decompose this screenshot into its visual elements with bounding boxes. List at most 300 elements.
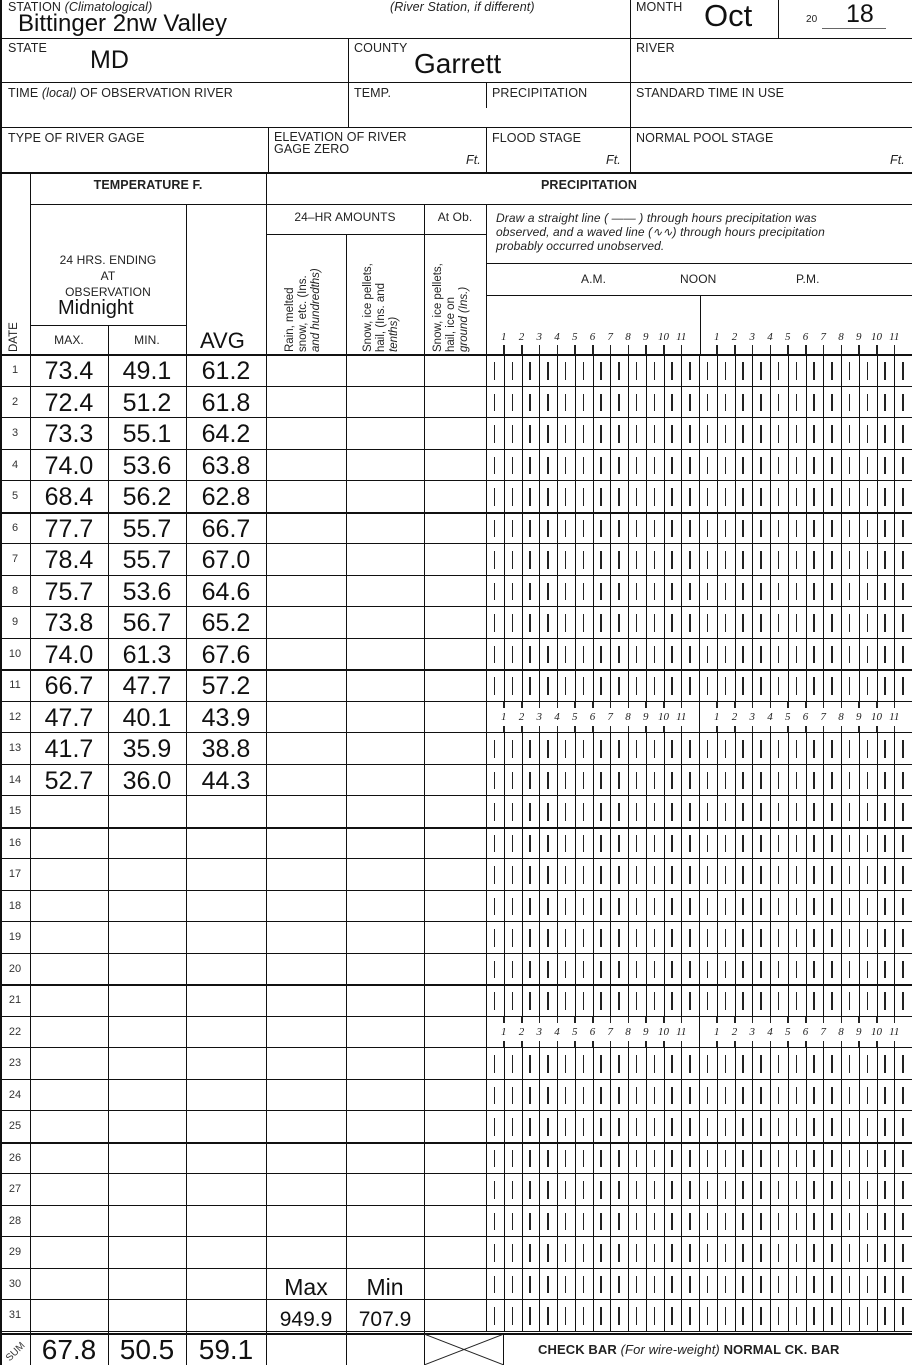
hour-tick[interactable] xyxy=(849,520,851,538)
hour-tick[interactable] xyxy=(725,1118,727,1136)
hour-tick[interactable] xyxy=(742,646,744,664)
hour-tick[interactable] xyxy=(902,740,904,758)
hour-tick[interactable] xyxy=(707,520,709,538)
hour-tick[interactable] xyxy=(796,866,798,884)
hour-tick[interactable] xyxy=(778,1307,780,1325)
hour-tick[interactable] xyxy=(778,1213,780,1231)
hour-tick[interactable] xyxy=(725,551,727,569)
hour-tick[interactable] xyxy=(831,362,833,380)
hour-tick[interactable] xyxy=(600,1213,602,1231)
hour-tick[interactable] xyxy=(742,1244,744,1262)
hour-tick[interactable] xyxy=(654,614,656,632)
hour-tick[interactable] xyxy=(671,898,673,916)
hour-tick[interactable] xyxy=(831,677,833,695)
hour-tick[interactable] xyxy=(778,1087,780,1105)
hour-tick[interactable] xyxy=(778,961,780,979)
hour-tick[interactable] xyxy=(778,803,780,821)
hour-tick[interactable] xyxy=(849,835,851,853)
hour-tick[interactable] xyxy=(547,583,549,601)
hour-tick[interactable] xyxy=(778,866,780,884)
hour-tick[interactable] xyxy=(583,614,585,632)
avg-temp-cell[interactable]: 61.8 xyxy=(201,388,251,417)
hour-tick[interactable] xyxy=(600,866,602,884)
avg-temp-cell[interactable]: 67.6 xyxy=(201,640,251,669)
hour-tick[interactable] xyxy=(529,1118,531,1136)
hour-tick[interactable] xyxy=(849,425,851,443)
hour-tick[interactable] xyxy=(636,1118,638,1136)
hour-tick[interactable] xyxy=(796,772,798,790)
hour-tick[interactable] xyxy=(760,1055,762,1073)
hour-tick[interactable] xyxy=(618,1087,620,1105)
hour-tick[interactable] xyxy=(565,488,567,506)
hour-tick[interactable] xyxy=(831,646,833,664)
avg-temp-cell[interactable]: 64.2 xyxy=(201,420,251,448)
hour-tick[interactable] xyxy=(778,551,780,569)
hour-tick[interactable] xyxy=(707,1244,709,1262)
hour-tick[interactable] xyxy=(725,425,727,443)
hour-tick[interactable] xyxy=(778,677,780,695)
hour-tick[interactable] xyxy=(583,646,585,664)
hour-tick[interactable] xyxy=(529,1087,531,1105)
hour-tick[interactable] xyxy=(618,457,620,475)
hour-tick[interactable] xyxy=(654,772,656,790)
hour-tick[interactable] xyxy=(707,772,709,790)
hour-tick[interactable] xyxy=(813,1087,815,1105)
hour-tick[interactable] xyxy=(796,677,798,695)
hour-tick[interactable] xyxy=(742,1055,744,1073)
hour-tick[interactable] xyxy=(849,1087,851,1105)
hour-tick[interactable] xyxy=(618,740,620,758)
hour-tick[interactable] xyxy=(725,772,727,790)
hour-tick[interactable] xyxy=(494,866,496,884)
max-temp-cell[interactable]: 47.7 xyxy=(44,703,94,732)
hour-tick[interactable] xyxy=(547,1213,549,1231)
hour-tick[interactable] xyxy=(618,677,620,695)
hour-tick[interactable] xyxy=(902,520,904,538)
hour-tick[interactable] xyxy=(778,457,780,475)
hour-tick[interactable] xyxy=(884,1244,886,1262)
hour-tick[interactable] xyxy=(618,394,620,412)
hour-tick[interactable] xyxy=(600,646,602,664)
hour-tick[interactable] xyxy=(796,1118,798,1136)
hour-tick[interactable] xyxy=(884,583,886,601)
hour-tick[interactable] xyxy=(618,1307,620,1325)
hour-tick[interactable] xyxy=(618,992,620,1010)
hour-tick[interactable] xyxy=(565,646,567,664)
hour-tick[interactable] xyxy=(902,1213,904,1231)
hour-tick[interactable] xyxy=(636,1181,638,1199)
hour-tick[interactable] xyxy=(742,929,744,947)
hour-tick[interactable] xyxy=(813,1276,815,1294)
hour-tick[interactable] xyxy=(583,866,585,884)
hour-tick[interactable] xyxy=(742,551,744,569)
hour-tick[interactable] xyxy=(512,394,514,412)
hour-tick[interactable] xyxy=(529,961,531,979)
hour-tick[interactable] xyxy=(583,961,585,979)
hour-tick[interactable] xyxy=(813,1244,815,1262)
hour-tick[interactable] xyxy=(583,929,585,947)
hour-tick[interactable] xyxy=(796,1055,798,1073)
hour-tick[interactable] xyxy=(778,583,780,601)
hour-tick[interactable] xyxy=(742,583,744,601)
hour-tick[interactable] xyxy=(583,898,585,916)
hour-tick[interactable] xyxy=(600,488,602,506)
hour-tick[interactable] xyxy=(884,614,886,632)
hour-tick[interactable] xyxy=(831,1213,833,1231)
hour-tick[interactable] xyxy=(689,583,691,601)
hour-tick[interactable] xyxy=(742,1213,744,1231)
hour-tick[interactable] xyxy=(831,961,833,979)
hour-tick[interactable] xyxy=(867,835,869,853)
hour-tick[interactable] xyxy=(742,362,744,380)
hour-tick[interactable] xyxy=(884,992,886,1010)
hour-tick[interactable] xyxy=(583,1118,585,1136)
max-temp-cell[interactable]: 78.4 xyxy=(44,546,94,574)
hour-tick[interactable] xyxy=(600,1055,602,1073)
hour-tick[interactable] xyxy=(725,583,727,601)
hour-tick[interactable] xyxy=(707,1087,709,1105)
hour-tick[interactable] xyxy=(636,1307,638,1325)
hour-tick[interactable] xyxy=(760,614,762,632)
hour-tick[interactable] xyxy=(654,866,656,884)
hour-tick[interactable] xyxy=(796,740,798,758)
hour-tick[interactable] xyxy=(849,1118,851,1136)
hour-tick[interactable] xyxy=(902,898,904,916)
max-temp-cell[interactable]: 72.4 xyxy=(44,388,94,417)
hour-tick[interactable] xyxy=(884,1213,886,1231)
hour-tick[interactable] xyxy=(778,740,780,758)
hour-tick[interactable] xyxy=(689,1307,691,1325)
hour-tick[interactable] xyxy=(636,614,638,632)
hour-tick[interactable] xyxy=(494,394,496,412)
hour-tick[interactable] xyxy=(707,488,709,506)
hour-tick[interactable] xyxy=(796,520,798,538)
hour-tick[interactable] xyxy=(547,394,549,412)
hour-tick[interactable] xyxy=(813,992,815,1010)
hour-tick[interactable] xyxy=(831,1307,833,1325)
hour-tick[interactable] xyxy=(671,992,673,1010)
hour-tick[interactable] xyxy=(778,425,780,443)
hour-tick[interactable] xyxy=(618,835,620,853)
hour-tick[interactable] xyxy=(867,1055,869,1073)
hour-tick[interactable] xyxy=(760,1087,762,1105)
hour-tick[interactable] xyxy=(902,457,904,475)
hour-tick[interactable] xyxy=(512,1181,514,1199)
hour-tick[interactable] xyxy=(760,551,762,569)
hour-tick[interactable] xyxy=(529,929,531,947)
hour-tick[interactable] xyxy=(618,646,620,664)
hour-tick[interactable] xyxy=(902,803,904,821)
hour-tick[interactable] xyxy=(760,1213,762,1231)
min-temp-cell[interactable]: 61.3 xyxy=(122,640,172,669)
min-temp-cell[interactable]: 55.7 xyxy=(122,546,172,574)
hour-tick[interactable] xyxy=(494,646,496,664)
hour-tick[interactable] xyxy=(600,614,602,632)
hour-tick[interactable] xyxy=(707,929,709,947)
hour-tick[interactable] xyxy=(884,551,886,569)
hour-tick[interactable] xyxy=(707,362,709,380)
hour-tick[interactable] xyxy=(778,1276,780,1294)
min-temp-cell[interactable]: 35.9 xyxy=(122,735,172,763)
hour-tick[interactable] xyxy=(654,520,656,538)
hour-tick[interactable] xyxy=(583,1181,585,1199)
hour-tick[interactable] xyxy=(600,740,602,758)
hour-tick[interactable] xyxy=(849,1150,851,1168)
hour-tick[interactable] xyxy=(636,646,638,664)
hour-tick[interactable] xyxy=(654,1150,656,1168)
hour-tick[interactable] xyxy=(813,551,815,569)
hour-tick[interactable] xyxy=(671,1055,673,1073)
hour-tick[interactable] xyxy=(547,362,549,380)
hour-tick[interactable] xyxy=(529,898,531,916)
hour-tick[interactable] xyxy=(671,740,673,758)
hour-tick[interactable] xyxy=(636,803,638,821)
avg-temp-cell[interactable]: 67.0 xyxy=(201,546,251,574)
hour-tick[interactable] xyxy=(849,961,851,979)
hour-tick[interactable] xyxy=(512,1307,514,1325)
hour-tick[interactable] xyxy=(796,457,798,475)
min-temp-cell[interactable]: 47.7 xyxy=(122,672,172,700)
hour-tick[interactable] xyxy=(796,1276,798,1294)
hour-tick[interactable] xyxy=(654,1307,656,1325)
hour-tick[interactable] xyxy=(565,835,567,853)
hour-tick[interactable] xyxy=(494,961,496,979)
hour-tick[interactable] xyxy=(778,1181,780,1199)
hour-tick[interactable] xyxy=(902,362,904,380)
hour-tick[interactable] xyxy=(707,803,709,821)
hour-tick[interactable] xyxy=(884,929,886,947)
hour-tick[interactable] xyxy=(867,992,869,1010)
hour-tick[interactable] xyxy=(813,835,815,853)
hour-tick[interactable] xyxy=(831,1181,833,1199)
hour-tick[interactable] xyxy=(547,1244,549,1262)
hour-tick[interactable] xyxy=(902,1276,904,1294)
hour-tick[interactable] xyxy=(494,803,496,821)
hour-tick[interactable] xyxy=(600,457,602,475)
hour-tick[interactable] xyxy=(902,425,904,443)
county-value[interactable]: Garrett xyxy=(414,48,502,79)
hour-tick[interactable] xyxy=(849,551,851,569)
hour-tick[interactable] xyxy=(512,1150,514,1168)
hour-tick[interactable] xyxy=(760,866,762,884)
hour-tick[interactable] xyxy=(813,646,815,664)
hour-tick[interactable] xyxy=(600,1118,602,1136)
hour-tick[interactable] xyxy=(813,772,815,790)
hour-tick[interactable] xyxy=(796,1181,798,1199)
hour-tick[interactable] xyxy=(547,488,549,506)
hour-tick[interactable] xyxy=(618,1276,620,1294)
hour-tick[interactable] xyxy=(707,1150,709,1168)
hour-tick[interactable] xyxy=(671,1087,673,1105)
hour-tick[interactable] xyxy=(547,961,549,979)
hour-tick[interactable] xyxy=(600,992,602,1010)
max-temp-cell[interactable]: 74.0 xyxy=(44,640,94,669)
hour-tick[interactable] xyxy=(512,1244,514,1262)
avg-temp-cell[interactable]: 64.6 xyxy=(201,577,251,606)
hour-tick[interactable] xyxy=(902,614,904,632)
hour-tick[interactable] xyxy=(796,803,798,821)
hour-tick[interactable] xyxy=(867,929,869,947)
hour-tick[interactable] xyxy=(707,551,709,569)
hour-tick[interactable] xyxy=(583,772,585,790)
min-temp-cell[interactable]: 49.1 xyxy=(122,357,172,385)
hour-tick[interactable] xyxy=(742,520,744,538)
hour-tick[interactable] xyxy=(618,1118,620,1136)
max-temp-cell[interactable]: 52.7 xyxy=(44,766,94,795)
hour-tick[interactable] xyxy=(547,425,549,443)
hour-tick[interactable] xyxy=(796,614,798,632)
hour-tick[interactable] xyxy=(902,1150,904,1168)
max-temp-cell[interactable]: 74.0 xyxy=(44,451,94,480)
hour-tick[interactable] xyxy=(654,551,656,569)
hour-tick[interactable] xyxy=(725,457,727,475)
hour-tick[interactable] xyxy=(600,583,602,601)
hour-tick[interactable] xyxy=(707,614,709,632)
hour-tick[interactable] xyxy=(760,740,762,758)
hour-tick[interactable] xyxy=(725,866,727,884)
hour-tick[interactable] xyxy=(494,520,496,538)
hour-tick[interactable] xyxy=(760,1118,762,1136)
hour-tick[interactable] xyxy=(600,929,602,947)
hour-tick[interactable] xyxy=(813,520,815,538)
hour-tick[interactable] xyxy=(494,457,496,475)
hour-tick[interactable] xyxy=(725,1213,727,1231)
state-value[interactable]: MD xyxy=(90,46,129,74)
hour-tick[interactable] xyxy=(707,992,709,1010)
hour-tick[interactable] xyxy=(512,740,514,758)
hour-tick[interactable] xyxy=(813,1055,815,1073)
hour-tick[interactable] xyxy=(529,520,531,538)
hour-tick[interactable] xyxy=(902,961,904,979)
hour-tick[interactable] xyxy=(689,1087,691,1105)
hour-tick[interactable] xyxy=(529,1307,531,1325)
hour-tick[interactable] xyxy=(565,1118,567,1136)
hour-tick[interactable] xyxy=(849,1055,851,1073)
hour-tick[interactable] xyxy=(671,646,673,664)
hour-tick[interactable] xyxy=(654,961,656,979)
hour-tick[interactable] xyxy=(547,677,549,695)
hour-tick[interactable] xyxy=(494,740,496,758)
hour-tick[interactable] xyxy=(796,1087,798,1105)
hour-tick[interactable] xyxy=(600,898,602,916)
hour-tick[interactable] xyxy=(600,835,602,853)
hour-tick[interactable] xyxy=(778,1150,780,1168)
hour-tick[interactable] xyxy=(813,929,815,947)
hour-tick[interactable] xyxy=(529,551,531,569)
hour-tick[interactable] xyxy=(707,583,709,601)
hour-tick[interactable] xyxy=(796,1307,798,1325)
hour-tick[interactable] xyxy=(707,394,709,412)
hour-tick[interactable] xyxy=(778,929,780,947)
hour-tick[interactable] xyxy=(636,835,638,853)
hour-tick[interactable] xyxy=(813,1307,815,1325)
hour-tick[interactable] xyxy=(565,425,567,443)
hour-tick[interactable] xyxy=(831,992,833,1010)
hour-tick[interactable] xyxy=(583,1150,585,1168)
hour-tick[interactable] xyxy=(813,583,815,601)
hour-tick[interactable] xyxy=(583,1276,585,1294)
hour-tick[interactable] xyxy=(583,992,585,1010)
snow-min-label[interactable]: Min xyxy=(366,1274,404,1300)
hour-tick[interactable] xyxy=(494,1244,496,1262)
hour-tick[interactable] xyxy=(512,677,514,695)
hour-tick[interactable] xyxy=(494,1150,496,1168)
hour-tick[interactable] xyxy=(813,740,815,758)
hour-tick[interactable] xyxy=(902,835,904,853)
min-temp-cell[interactable]: 53.6 xyxy=(122,451,172,480)
hour-tick[interactable] xyxy=(884,835,886,853)
hour-tick[interactable] xyxy=(849,1244,851,1262)
hour-tick[interactable] xyxy=(760,1244,762,1262)
hour-tick[interactable] xyxy=(547,835,549,853)
hour-tick[interactable] xyxy=(512,1276,514,1294)
avg-temp-cell[interactable]: 65.2 xyxy=(201,609,251,637)
hour-tick[interactable] xyxy=(742,898,744,916)
hour-tick[interactable] xyxy=(902,1118,904,1136)
hour-tick[interactable] xyxy=(760,488,762,506)
hour-tick[interactable] xyxy=(529,992,531,1010)
hour-tick[interactable] xyxy=(778,992,780,1010)
hour-tick[interactable] xyxy=(654,1276,656,1294)
hour-tick[interactable] xyxy=(849,803,851,821)
hour-tick[interactable] xyxy=(796,992,798,1010)
hour-tick[interactable] xyxy=(654,1244,656,1262)
hour-tick[interactable] xyxy=(565,1307,567,1325)
hour-tick[interactable] xyxy=(742,961,744,979)
hour-tick[interactable] xyxy=(547,1118,549,1136)
hour-tick[interactable] xyxy=(902,677,904,695)
hour-tick[interactable] xyxy=(565,394,567,412)
hour-tick[interactable] xyxy=(618,1213,620,1231)
hour-tick[interactable] xyxy=(512,898,514,916)
hour-tick[interactable] xyxy=(742,803,744,821)
hour-tick[interactable] xyxy=(760,835,762,853)
hour-tick[interactable] xyxy=(778,1118,780,1136)
hour-tick[interactable] xyxy=(671,1276,673,1294)
hour-tick[interactable] xyxy=(618,866,620,884)
hour-tick[interactable] xyxy=(760,520,762,538)
hour-tick[interactable] xyxy=(654,803,656,821)
hour-tick[interactable] xyxy=(512,992,514,1010)
hour-tick[interactable] xyxy=(583,551,585,569)
hour-tick[interactable] xyxy=(831,488,833,506)
hour-tick[interactable] xyxy=(583,394,585,412)
max-temp-cell[interactable]: 68.4 xyxy=(44,483,94,511)
hour-tick[interactable] xyxy=(654,1087,656,1105)
hour-tick[interactable] xyxy=(849,740,851,758)
hour-tick[interactable] xyxy=(654,1118,656,1136)
hour-tick[interactable] xyxy=(547,457,549,475)
hour-tick[interactable] xyxy=(867,803,869,821)
hour-tick[interactable] xyxy=(671,1181,673,1199)
hour-tick[interactable] xyxy=(636,1213,638,1231)
hour-tick[interactable] xyxy=(884,1150,886,1168)
max-temp-cell[interactable]: 77.7 xyxy=(44,514,94,543)
hour-tick[interactable] xyxy=(654,1181,656,1199)
hour-tick[interactable] xyxy=(512,803,514,821)
hour-tick[interactable] xyxy=(867,1087,869,1105)
hour-tick[interactable] xyxy=(654,1055,656,1073)
hour-tick[interactable] xyxy=(600,551,602,569)
hour-tick[interactable] xyxy=(831,866,833,884)
hour-tick[interactable] xyxy=(618,520,620,538)
hour-tick[interactable] xyxy=(618,551,620,569)
hour-tick[interactable] xyxy=(760,992,762,1010)
hour-tick[interactable] xyxy=(884,1118,886,1136)
hour-tick[interactable] xyxy=(778,646,780,664)
hour-tick[interactable] xyxy=(636,583,638,601)
hour-tick[interactable] xyxy=(529,740,531,758)
